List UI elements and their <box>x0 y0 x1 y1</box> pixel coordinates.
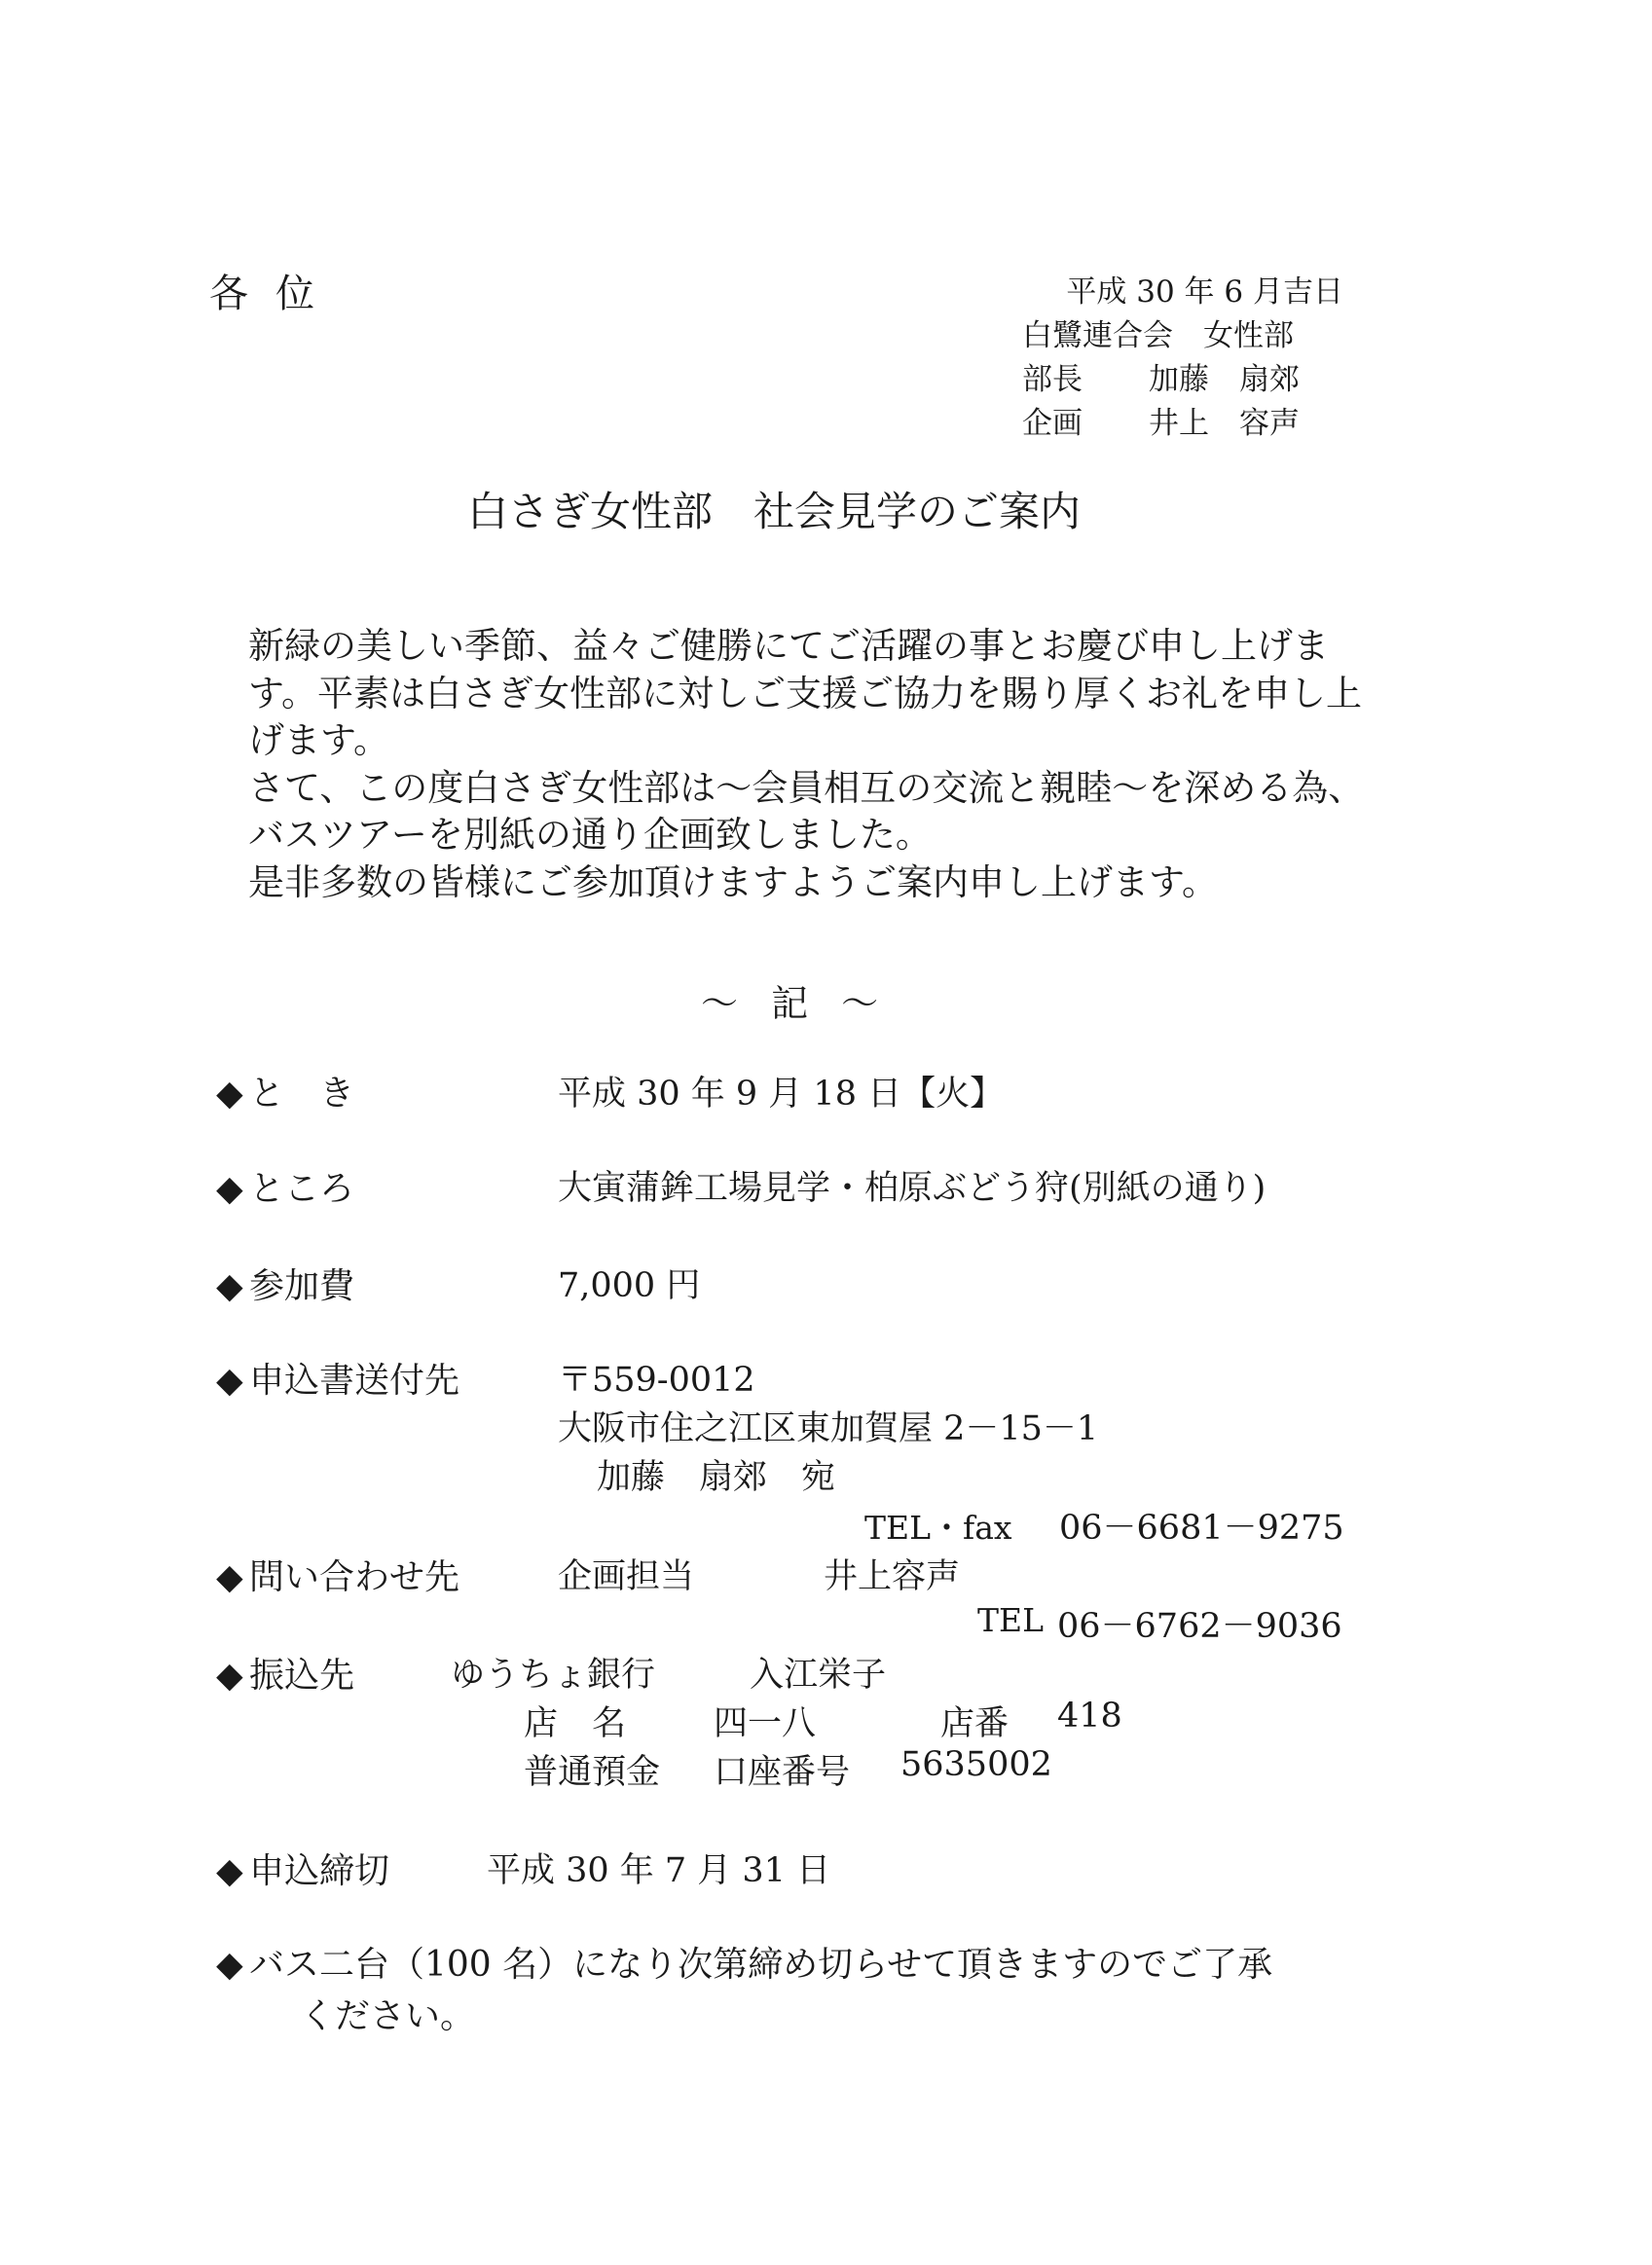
ki-heading: ～ 記 ～ <box>701 982 879 1025</box>
fee-label: ◆ 参加費 <box>216 1266 355 1306</box>
branch-number: 418 <box>1057 1697 1122 1735</box>
send-recipient: 加藤 扇郊 宛 <box>597 1458 836 1497</box>
body-text <box>209 623 1377 906</box>
diamond-bullet-icon: ◆ <box>216 1656 243 1696</box>
sender-chief <box>1022 358 1343 402</box>
where-label: ◆ ところ <box>216 1169 355 1209</box>
diamond-bullet-icon: ◆ <box>216 1557 243 1597</box>
inquiry-tel-number: 06－6762－9036 <box>1057 1607 1342 1646</box>
diamond-bullet-icon: ◆ <box>216 1169 243 1209</box>
send-label: ◆ 申込書送付先 <box>216 1361 460 1401</box>
sender-block <box>1022 271 1343 446</box>
inquiry-label: ◆ 問い合わせ先 <box>216 1557 460 1597</box>
diamond-bullet-icon: ◆ <box>216 1361 243 1401</box>
send-postal-code: 〒559-0012 <box>558 1361 755 1400</box>
fee-value: 7,000 円 <box>558 1266 701 1305</box>
body-paragraph-greeting: 新緑の美しい季節、益々ご健勝にてご活躍の事とお慶び申し上げます。平素は白さぎ女性部に対しご支援ご協力を賜り厚くお礼を申し上げます。 <box>248 625 1363 761</box>
chief-name: 加藤 扇郊 <box>1149 362 1300 397</box>
chief-role: 部長 <box>1022 362 1083 397</box>
where-value: 大寅蒲鉾工場見学・柏原ぶどう狩(別紙の通り) <box>558 1169 1267 1208</box>
send-tel-label: TEL・fax <box>864 1509 1012 1547</box>
document-title: 白さぎ女性部 社会見学のご案内 <box>467 488 1082 535</box>
inquiry-role: 企画担当 <box>558 1557 695 1596</box>
account-number-label: 口座番号 <box>714 1753 851 1792</box>
send-tel-number: 06－6681－9275 <box>1059 1509 1344 1548</box>
diamond-bullet-icon: ◆ <box>216 1266 243 1306</box>
send-address: 大阪市住之江区東加賀屋 2－15－1 <box>558 1409 1099 1448</box>
addressee: 各位 <box>209 272 342 316</box>
branch-name-label: 店 名 <box>524 1704 627 1743</box>
bus-capacity-note: ◆ バス二台（100 名）になり次第締め切らせて頂きますのでご了承 <box>216 1945 1273 1985</box>
when-label: ◆ と き <box>216 1074 355 1114</box>
bus-capacity-note-continued: ください。 <box>300 1996 476 2036</box>
planning-name: 井上 容声 <box>1149 406 1300 441</box>
diamond-bullet-icon: ◆ <box>216 1074 243 1114</box>
body-paragraph-announcement: さて、この度白さぎ女性部は～会員相互の交流と親睦～を深める為、バスツアーを別紙の通り企画致しました。 <box>248 766 1365 856</box>
sender-planning <box>1022 402 1343 446</box>
body-paragraph-invitation: 是非多数の皆様にご参加頂けますようご案内申し上げます。 <box>248 860 1219 903</box>
transfer-label: ◆ 振込先 <box>216 1656 355 1696</box>
account-type: 普通預金 <box>524 1753 661 1792</box>
transfer-account-holder: 入江栄子 <box>750 1656 887 1695</box>
branch-number-label: 店番 <box>940 1704 1010 1743</box>
branch-name: 四一八 <box>714 1704 817 1743</box>
diamond-bullet-icon: ◆ <box>216 1851 243 1891</box>
when-value: 平成 30 年 9 月 18 日【火】 <box>558 1075 1005 1114</box>
deadline-label: ◆ 申込締切 <box>216 1851 390 1891</box>
sender-organization: 白鷺連合会 女性部 <box>1022 318 1294 353</box>
issue-date: 平成 30 年 6 月吉日 <box>1066 274 1343 310</box>
planning-role: 企画 <box>1022 406 1083 441</box>
transfer-bank: ゆうちょ銀行 <box>451 1656 656 1695</box>
inquiry-name: 井上容声 <box>824 1557 961 1596</box>
account-number: 5635002 <box>900 1745 1052 1784</box>
diamond-bullet-icon: ◆ <box>216 1945 243 1985</box>
inquiry-tel-label: TEL <box>977 1601 1045 1639</box>
deadline-value: 平成 30 年 7 月 31 日 <box>487 1851 831 1890</box>
